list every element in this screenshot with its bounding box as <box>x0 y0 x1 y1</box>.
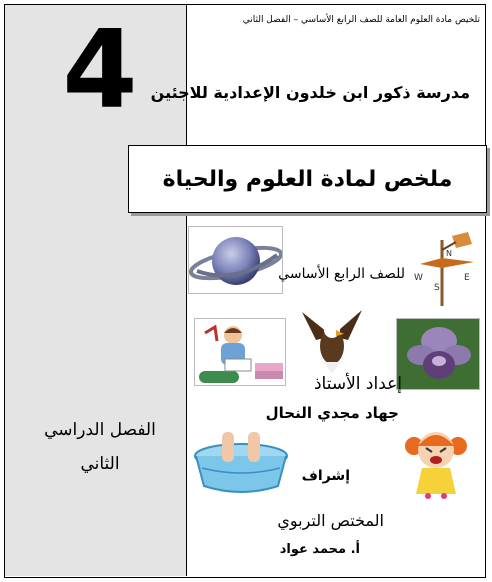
eagle-icon <box>296 306 368 376</box>
reading-child-icon <box>194 318 286 386</box>
supervisor-name: أ. محمد عواد <box>279 542 360 557</box>
semester-label <box>35 413 165 481</box>
svg-text:N: N <box>446 249 452 258</box>
weather-vane-icon <box>412 228 482 308</box>
school-name: مدرسة ذكور ابن خلدون الإعدادية للاجئين <box>150 83 470 102</box>
feet-in-water-icon <box>192 428 290 494</box>
semester-line-2: الثاني <box>80 454 120 474</box>
orchid-flower-icon <box>396 318 480 390</box>
supervision-label: إشراف <box>301 468 350 484</box>
page-title: ملخص لمادة العلوم والحياة <box>162 166 453 192</box>
planet-saturn-icon <box>188 226 283 294</box>
supervisor-role: المختص التربوي <box>277 511 384 530</box>
prepared-by-label: إعداد الأستاذ <box>313 374 402 394</box>
svg-text:W: W <box>414 273 423 283</box>
semester-line-1: الفصل الدراسي <box>44 420 156 440</box>
grade-number: 4 <box>62 8 138 133</box>
svg-text:E: E <box>464 273 470 283</box>
svg-text:S: S <box>434 283 440 293</box>
title-box <box>128 145 487 213</box>
grade-label: للصف الرابع الأساسي <box>278 266 405 282</box>
crying-girl-icon <box>404 424 468 500</box>
header-note: تلخيص مادة العلوم العامة للصف الرابع الأساسي – الفصل الثاني <box>242 15 480 25</box>
teacher-name: جهاد مجدي النحال <box>265 404 399 422</box>
